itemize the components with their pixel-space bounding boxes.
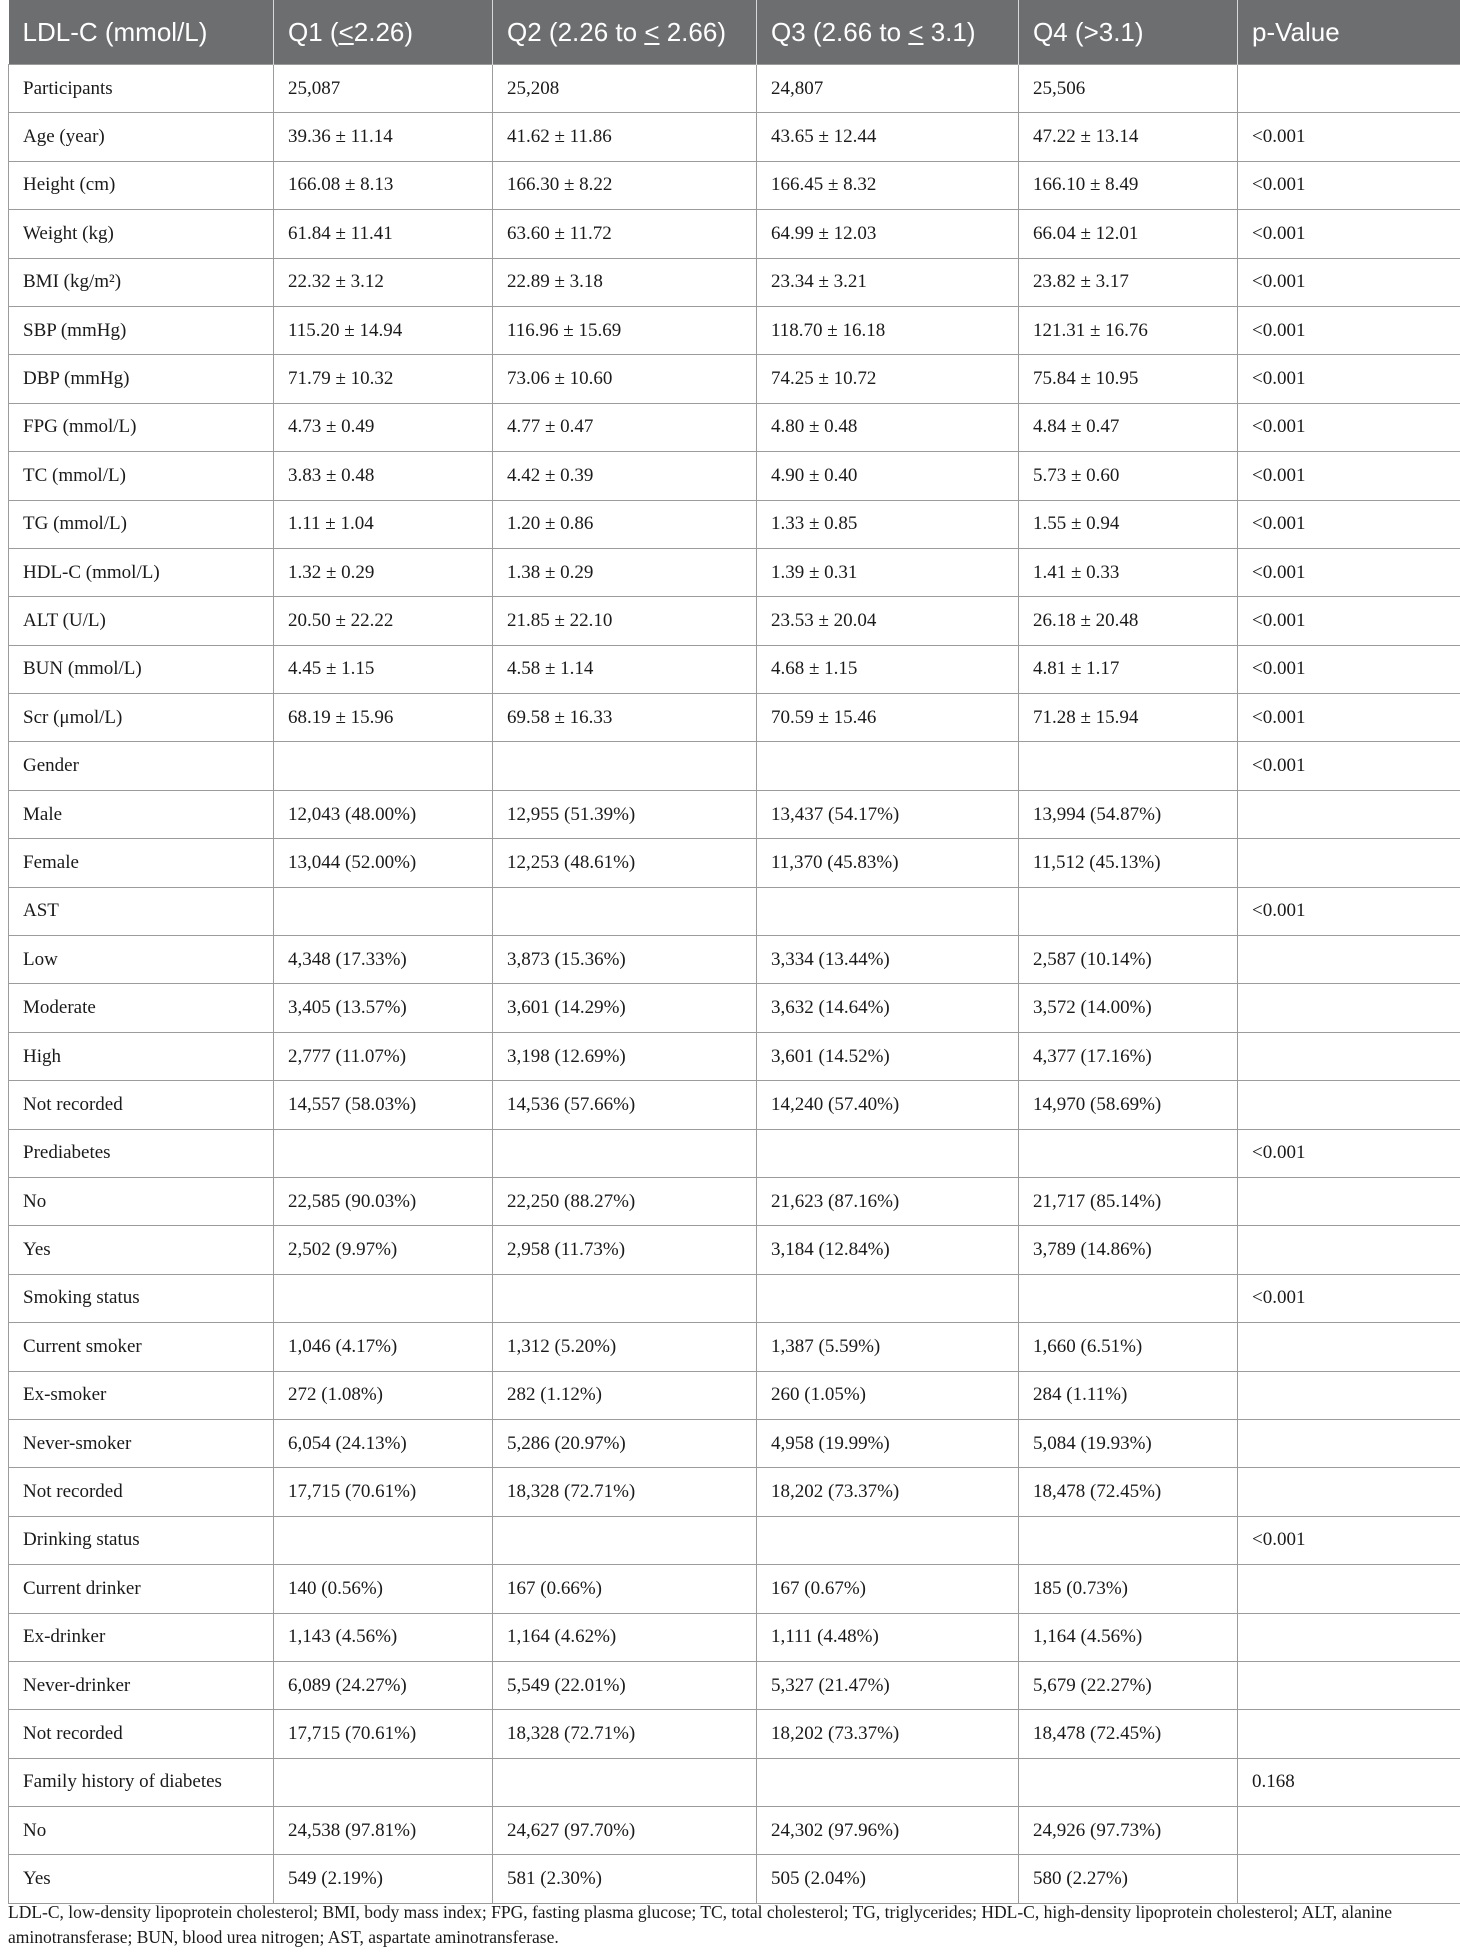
row-label-cell: Current smoker [9,1323,274,1371]
value-cell: 166.45 ± 8.32 [757,161,1019,209]
value-cell: 3,601 (14.52%) [757,1032,1019,1080]
value-cell: 4,348 (17.33%) [274,936,493,984]
table-row [9,65,1460,113]
row-label-cell: Yes [9,1855,274,1903]
value-cell [757,887,1019,935]
p-value-cell: <0.001 [1238,1516,1460,1564]
table-row [9,548,1460,596]
value-cell: 25,506 [1019,65,1238,113]
header-text: Q1 ( [288,16,339,47]
value-cell: 549 (2.19%) [274,1855,493,1903]
value-cell: 64.99 ± 12.03 [757,210,1019,258]
value-cell [757,742,1019,790]
value-cell: 6,054 (24.13%) [274,1419,493,1467]
value-cell: 24,926 (97.73%) [1019,1807,1238,1855]
value-cell: 75.84 ± 10.95 [1019,355,1238,403]
value-cell [493,1516,757,1564]
header-p-value [1238,0,1460,65]
row-label-cell: BUN (mmol/L) [9,645,274,693]
value-cell: 185 (0.73%) [1019,1565,1238,1613]
value-cell: 5,327 (21.47%) [757,1661,1019,1709]
value-cell: 4.73 ± 0.49 [274,403,493,451]
value-cell: 5,286 (20.97%) [493,1419,757,1467]
value-cell: 23.34 ± 3.21 [757,258,1019,306]
value-cell: 3,601 (14.29%) [493,984,757,1032]
value-cell: 23.53 ± 20.04 [757,597,1019,645]
value-cell: 14,536 (57.66%) [493,1081,757,1129]
header-text: p-Value [1252,16,1340,47]
row-label-cell: Male [9,790,274,838]
value-cell [493,1274,757,1322]
value-cell: 1,164 (4.56%) [1019,1613,1238,1661]
value-cell: 1,164 (4.62%) [493,1613,757,1661]
value-cell: 4,958 (19.99%) [757,1419,1019,1467]
table-row [9,210,1460,258]
value-cell: 1.38 ± 0.29 [493,548,757,596]
table-row [9,161,1460,209]
row-label-cell: High [9,1032,274,1080]
value-cell: 167 (0.66%) [493,1565,757,1613]
value-cell: 166.10 ± 8.49 [1019,161,1238,209]
header-q3 [757,0,1019,65]
table-row [9,1710,1460,1758]
value-cell: 3,789 (14.86%) [1019,1226,1238,1274]
value-cell: 140 (0.56%) [274,1565,493,1613]
value-cell: 12,253 (48.61%) [493,839,757,887]
value-cell: 43.65 ± 12.44 [757,113,1019,161]
value-cell [1019,1129,1238,1177]
value-cell: 23.82 ± 3.17 [1019,258,1238,306]
table-row [9,1129,1460,1177]
table-row [9,113,1460,161]
p-value-cell: <0.001 [1238,258,1460,306]
value-cell: 115.20 ± 14.94 [274,306,493,354]
table-row [9,1807,1460,1855]
value-cell [1019,742,1238,790]
value-cell: 1,143 (4.56%) [274,1613,493,1661]
p-value-cell [1238,1371,1460,1419]
table-row [9,1758,1460,1806]
value-cell: 1.55 ± 0.94 [1019,500,1238,548]
value-cell: 5,084 (19.93%) [1019,1419,1238,1467]
row-label-cell: FPG (mmol/L) [9,403,274,451]
value-cell: 24,627 (97.70%) [493,1807,757,1855]
table-row [9,645,1460,693]
value-cell: 18,328 (72.71%) [493,1468,757,1516]
row-label-cell: No [9,1177,274,1225]
value-cell: 4.42 ± 0.39 [493,452,757,500]
value-cell: 25,087 [274,65,493,113]
value-cell: 5.73 ± 0.60 [1019,452,1238,500]
value-cell: 118.70 ± 16.18 [757,306,1019,354]
header-q2 [493,0,757,65]
table-row [9,1081,1460,1129]
value-cell [274,1758,493,1806]
value-cell: 4.81 ± 1.17 [1019,645,1238,693]
row-label-cell: BMI (kg/m²) [9,258,274,306]
row-label-cell: AST [9,887,274,935]
value-cell [1019,1274,1238,1322]
table-row [9,1855,1460,1903]
row-label-cell: Never-smoker [9,1419,274,1467]
p-value-cell: <0.001 [1238,113,1460,161]
row-label-cell: Age (year) [9,113,274,161]
value-cell: 4.45 ± 1.15 [274,645,493,693]
row-label-cell: Never-drinker [9,1661,274,1709]
row-label-cell: Prediabetes [9,1129,274,1177]
table-row [9,452,1460,500]
p-value-cell [1238,1419,1460,1467]
value-cell: 1,046 (4.17%) [274,1323,493,1371]
value-cell: 1.11 ± 1.04 [274,500,493,548]
value-cell: 1,312 (5.20%) [493,1323,757,1371]
value-cell: 166.08 ± 8.13 [274,161,493,209]
value-cell: 4,377 (17.16%) [1019,1032,1238,1080]
value-cell: 18,202 (73.37%) [757,1710,1019,1758]
value-cell: 4.58 ± 1.14 [493,645,757,693]
table-body [9,65,1460,1904]
value-cell: 3,572 (14.00%) [1019,984,1238,1032]
value-cell: 21,623 (87.16%) [757,1177,1019,1225]
baseline-characteristics-table [8,0,1460,1904]
value-cell: 4.90 ± 0.40 [757,452,1019,500]
p-value-cell: <0.001 [1238,500,1460,548]
value-cell: 5,549 (22.01%) [493,1661,757,1709]
p-value-cell [1238,1468,1460,1516]
value-cell: 13,044 (52.00%) [274,839,493,887]
value-cell [274,1129,493,1177]
row-label-cell: TG (mmol/L) [9,500,274,548]
row-label-cell: TC (mmol/L) [9,452,274,500]
value-cell: 26.18 ± 20.48 [1019,597,1238,645]
table-row [9,1419,1460,1467]
table-row [9,936,1460,984]
value-cell: 21.85 ± 22.10 [493,597,757,645]
row-label-cell: Smoking status [9,1274,274,1322]
p-value-cell [1238,1613,1460,1661]
header-lte-symbol: < [908,16,924,47]
value-cell: 66.04 ± 12.01 [1019,210,1238,258]
value-cell: 284 (1.11%) [1019,1371,1238,1419]
p-value-cell: <0.001 [1238,887,1460,935]
value-cell: 70.59 ± 15.46 [757,694,1019,742]
value-cell [274,742,493,790]
value-cell [1019,887,1238,935]
row-label-cell: Ex-drinker [9,1613,274,1661]
value-cell: 4.80 ± 0.48 [757,403,1019,451]
table-row [9,1274,1460,1322]
table-row [9,355,1460,403]
header-q4 [1019,0,1238,65]
value-cell: 4.68 ± 1.15 [757,645,1019,693]
value-cell: 1.33 ± 0.85 [757,500,1019,548]
value-cell: 5,679 (22.27%) [1019,1661,1238,1709]
row-label-cell: Gender [9,742,274,790]
value-cell [274,1274,493,1322]
value-cell: 71.28 ± 15.94 [1019,694,1238,742]
p-value-cell [1238,1032,1460,1080]
value-cell: 14,970 (58.69%) [1019,1081,1238,1129]
value-cell: 121.31 ± 16.76 [1019,306,1238,354]
row-label-cell: Height (cm) [9,161,274,209]
value-cell: 71.79 ± 10.32 [274,355,493,403]
value-cell: 12,043 (48.00%) [274,790,493,838]
value-cell: 2,587 (10.14%) [1019,936,1238,984]
value-cell [757,1274,1019,1322]
value-cell: 581 (2.30%) [493,1855,757,1903]
row-label-cell: Weight (kg) [9,210,274,258]
row-label-cell: Ex-smoker [9,1371,274,1419]
p-value-cell: <0.001 [1238,306,1460,354]
table-row [9,1323,1460,1371]
value-cell: 41.62 ± 11.86 [493,113,757,161]
value-cell: 18,478 (72.45%) [1019,1468,1238,1516]
value-cell: 69.58 ± 16.33 [493,694,757,742]
row-label-cell: Moderate [9,984,274,1032]
row-label-cell: Not recorded [9,1468,274,1516]
value-cell: 22,585 (90.03%) [274,1177,493,1225]
p-value-cell [1238,790,1460,838]
value-cell [274,1516,493,1564]
table-footnote: LDL-C, low-density lipoprotein cholesterol; BMI, body mass index; FPG, fasting plasma glucose; TC, total cholesterol; TG, triglycerides; HDL-C, high-density lipoprotein cholesterol; ALT, alanine aminotransferase; BUN, blood urea nitrogen; AST, aspartate aminotransferase. [8,1902,1393,1947]
value-cell: 13,994 (54.87%) [1019,790,1238,838]
p-value-cell: <0.001 [1238,161,1460,209]
value-cell: 260 (1.05%) [757,1371,1019,1419]
p-value-cell [1238,1565,1460,1613]
value-cell [493,742,757,790]
header-ldl-c [9,0,274,65]
table-row [9,403,1460,451]
table-row [9,887,1460,935]
table-row [9,984,1460,1032]
value-cell: 6,089 (24.27%) [274,1661,493,1709]
table-row [9,597,1460,645]
table-row [9,306,1460,354]
row-label-cell: Drinking status [9,1516,274,1564]
table-row [9,1661,1460,1709]
value-cell: 1,660 (6.51%) [1019,1323,1238,1371]
value-cell: 13,437 (54.17%) [757,790,1019,838]
p-value-cell [1238,1323,1460,1371]
row-label-cell: Female [9,839,274,887]
table-row [9,1565,1460,1613]
value-cell: 3,198 (12.69%) [493,1032,757,1080]
value-cell: 1,111 (4.48%) [757,1613,1019,1661]
table-row [9,839,1460,887]
value-cell: 580 (2.27%) [1019,1855,1238,1903]
value-cell: 47.22 ± 13.14 [1019,113,1238,161]
header-text-suffix: 2.26) [353,16,414,47]
header-text-suffix: 2.66) [659,16,726,47]
p-value-cell: <0.001 [1238,403,1460,451]
value-cell: 1,387 (5.59%) [757,1323,1019,1371]
value-cell: 14,557 (58.03%) [274,1081,493,1129]
value-cell: 17,715 (70.61%) [274,1710,493,1758]
table-row [9,790,1460,838]
p-value-cell: <0.001 [1238,694,1460,742]
header-text: Q4 (>3.1) [1033,16,1144,47]
baseline-characteristics-table-wrapper [8,0,1460,1904]
value-cell: 11,512 (45.13%) [1019,839,1238,887]
value-cell: 24,302 (97.96%) [757,1807,1019,1855]
table-row [9,742,1460,790]
value-cell: 166.30 ± 8.22 [493,161,757,209]
row-label-cell: Participants [9,65,274,113]
header-text-suffix: 3.1) [923,16,976,47]
header-text: LDL-C (mmol/L) [22,16,208,47]
row-label-cell: SBP (mmHg) [9,306,274,354]
value-cell: 2,502 (9.97%) [274,1226,493,1274]
p-value-cell: 0.168 [1238,1758,1460,1806]
value-cell: 12,955 (51.39%) [493,790,757,838]
value-cell: 4.84 ± 0.47 [1019,403,1238,451]
value-cell [757,1516,1019,1564]
value-cell: 39.36 ± 11.14 [274,113,493,161]
p-value-cell: <0.001 [1238,742,1460,790]
row-label-cell: HDL-C (mmol/L) [9,548,274,596]
value-cell: 3.83 ± 0.48 [274,452,493,500]
value-cell: 61.84 ± 11.41 [274,210,493,258]
row-label-cell: Current drinker [9,1565,274,1613]
value-cell: 1.39 ± 0.31 [757,548,1019,596]
p-value-cell: <0.001 [1238,1129,1460,1177]
p-value-cell: <0.001 [1238,597,1460,645]
value-cell: 73.06 ± 10.60 [493,355,757,403]
p-value-cell: <0.001 [1238,645,1460,693]
row-label-cell: ALT (U/L) [9,597,274,645]
value-cell: 18,202 (73.37%) [757,1468,1019,1516]
header-text: Q3 (2.66 to [771,16,909,47]
row-label-cell: Family history of diabetes [9,1758,274,1806]
value-cell [757,1129,1019,1177]
value-cell: 22.32 ± 3.12 [274,258,493,306]
value-cell: 74.25 ± 10.72 [757,355,1019,403]
value-cell: 116.96 ± 15.69 [493,306,757,354]
header-lte-symbol: < [338,16,354,47]
p-value-cell [1238,984,1460,1032]
value-cell: 21,717 (85.14%) [1019,1177,1238,1225]
value-cell [1019,1758,1238,1806]
value-cell: 3,334 (13.44%) [757,936,1019,984]
value-cell: 505 (2.04%) [757,1855,1019,1903]
value-cell: 3,632 (14.64%) [757,984,1019,1032]
value-cell: 25,208 [493,65,757,113]
value-cell: 11,370 (45.83%) [757,839,1019,887]
value-cell: 1.41 ± 0.33 [1019,548,1238,596]
table-row [9,258,1460,306]
value-cell: 24,538 (97.81%) [274,1807,493,1855]
p-value-cell [1238,1226,1460,1274]
value-cell: 282 (1.12%) [493,1371,757,1419]
value-cell [493,1129,757,1177]
p-value-cell [1238,1855,1460,1903]
value-cell: 3,405 (13.57%) [274,984,493,1032]
table-header-row [9,0,1460,65]
row-label-cell: Scr (μmol/L) [9,694,274,742]
p-value-cell: <0.001 [1238,1274,1460,1322]
value-cell: 63.60 ± 11.72 [493,210,757,258]
value-cell: 20.50 ± 22.22 [274,597,493,645]
header-text: Q2 (2.26 to [507,16,645,47]
value-cell: 18,328 (72.71%) [493,1710,757,1758]
value-cell: 22,250 (88.27%) [493,1177,757,1225]
p-value-cell [1238,1807,1460,1855]
row-label-cell: Yes [9,1226,274,1274]
value-cell [493,887,757,935]
value-cell: 68.19 ± 15.96 [274,694,493,742]
value-cell: 18,478 (72.45%) [1019,1710,1238,1758]
value-cell: 1.20 ± 0.86 [493,500,757,548]
p-value-cell [1238,1710,1460,1758]
p-value-cell: <0.001 [1238,548,1460,596]
table-row [9,1226,1460,1274]
value-cell [757,1758,1019,1806]
table-row [9,1516,1460,1564]
value-cell [274,887,493,935]
header-lte-symbol: < [644,16,660,47]
p-value-cell [1238,1661,1460,1709]
table-row [9,1177,1460,1225]
value-cell: 14,240 (57.40%) [757,1081,1019,1129]
value-cell: 3,873 (15.36%) [493,936,757,984]
p-value-cell: <0.001 [1238,210,1460,258]
value-cell: 167 (0.67%) [757,1565,1019,1613]
value-cell: 22.89 ± 3.18 [493,258,757,306]
value-cell: 24,807 [757,65,1019,113]
value-cell: 2,958 (11.73%) [493,1226,757,1274]
p-value-cell [1238,65,1460,113]
value-cell [1019,1516,1238,1564]
row-label-cell: DBP (mmHg) [9,355,274,403]
p-value-cell [1238,1081,1460,1129]
p-value-cell [1238,1177,1460,1225]
value-cell [493,1758,757,1806]
value-cell: 2,777 (11.07%) [274,1032,493,1080]
table-row [9,1371,1460,1419]
p-value-cell [1238,839,1460,887]
value-cell: 3,184 (12.84%) [757,1226,1019,1274]
table-row [9,1032,1460,1080]
row-label-cell: No [9,1807,274,1855]
table-row [9,500,1460,548]
table-row [9,1468,1460,1516]
value-cell: 272 (1.08%) [274,1371,493,1419]
row-label-cell: Low [9,936,274,984]
header-q1 [274,0,493,65]
row-label-cell: Not recorded [9,1081,274,1129]
p-value-cell: <0.001 [1238,452,1460,500]
row-label-cell: Not recorded [9,1710,274,1758]
value-cell: 17,715 (70.61%) [274,1468,493,1516]
table-row [9,694,1460,742]
p-value-cell [1238,936,1460,984]
table-row [9,1613,1460,1661]
value-cell: 4.77 ± 0.47 [493,403,757,451]
value-cell: 1.32 ± 0.29 [274,548,493,596]
p-value-cell: <0.001 [1238,355,1460,403]
